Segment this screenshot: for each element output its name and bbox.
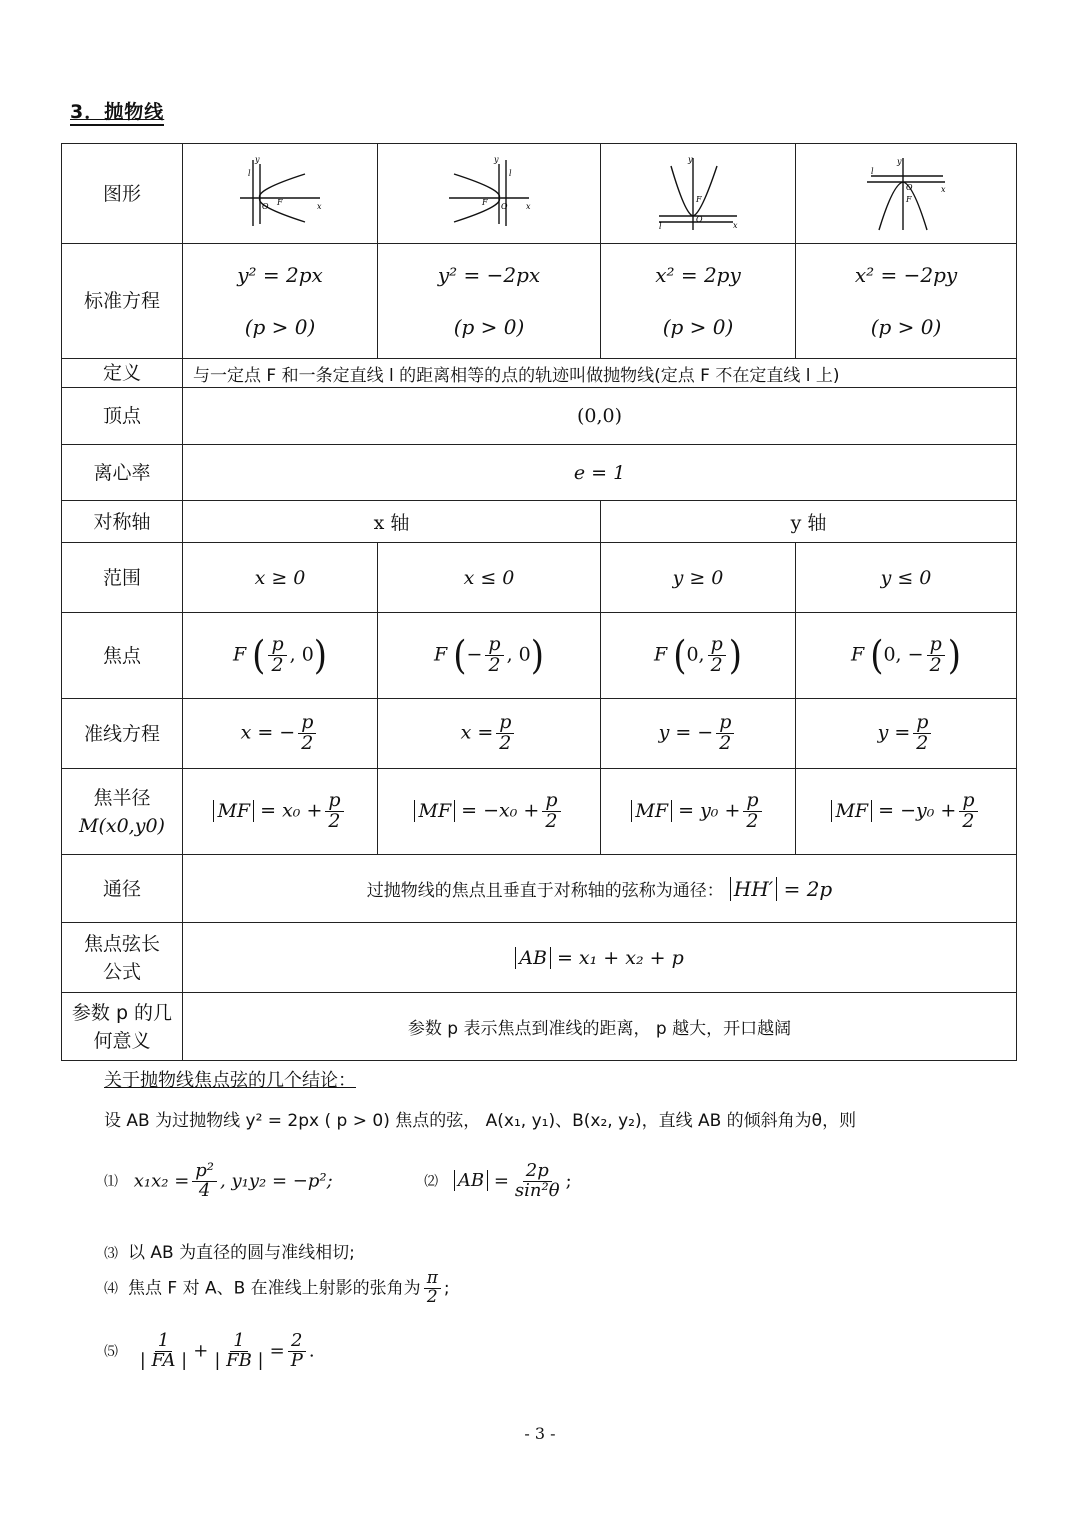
row-definition [62,359,1017,388]
row-graph [62,144,1017,244]
graph-o-label: O [906,182,913,192]
definition-text: 与一定点 F 和一条定直线 l 的距离相等的点的轨迹叫做抛物线(定点 F 不在定直线 l 上) [183,359,1017,388]
label-param: 参数 p 的几 何意义 [62,993,183,1061]
section-heading: 3．抛物线 [70,97,164,126]
directrix-cell: x = − $\frac{p}{2}$ [183,699,378,769]
label-range: 范围 [62,543,183,613]
chord-cell: AB = x₁ + x₂ + p [183,923,1017,993]
focus-cell: F (− $\frac{p}{2}$ , 0) [378,613,601,699]
graph-o-label: O [501,201,508,211]
note-3: ⑶ 以 AB 为直径的圆与准线相切; [104,1243,355,1263]
note-4: ⑷ 焦点 F 对 A、B 在准线上射影的张角为 $\frac{\pi}{2}$ ; [104,1268,450,1307]
row-chord [62,923,1017,993]
row-directrix [62,699,1017,769]
label-chord: 焦点弦长 公式 [62,923,183,993]
graph-l-label: l [248,168,251,178]
graph-f-label: F [277,197,283,207]
graph-o-label: O [262,201,269,211]
axis-y: y 轴 [601,501,1017,543]
graph-f-label: F [696,194,702,204]
label-eccentricity: 离心率 [62,445,183,501]
note-5: ⑸ $\frac{1}{| FA |}$ + $\frac{1}{| FB |}$ = $\frac{2}{P}$ . [104,1330,315,1371]
std-eq-cell: x² = −2py (p > 0) [796,244,1017,359]
graph-x-label: x [317,201,322,211]
eccentricity-value: e = 1 [183,445,1017,501]
label-axis: 对称轴 [62,501,183,543]
focal-radius-cell: MF = x₀ + $\frac{p}{2}$ [183,769,378,855]
graph-l-label: l [509,168,512,178]
focal-radius-cell: MF = y₀ + $\frac{p}{2}$ [601,769,796,855]
param-text: 参数 p 表示焦点到准线的距离， p 越大，开口越阔 [183,993,1017,1061]
note-1: ⑴ x₁x₂ = $\frac{\text{p²}}{4}$ , y₁y₂ = −p²; ⑵ AB = $\frac{2p}{\text{sin²θ}}$ ; [104,1160,572,1201]
graph-y-label: y [688,154,693,164]
graph-down-opening [796,144,1017,244]
label-definition: 定义 [62,359,183,388]
row-eccentricity [62,445,1017,501]
range-cell: y ≤ 0 [796,543,1017,613]
notes-section [104,1066,1004,1371]
row-vertex [62,388,1017,445]
graph-x-label: x [941,184,946,194]
latus-cell: 过抛物线的焦点且垂直于对称轴的弦称为通径： HH′ = 2p [183,855,1017,923]
label-latus: 通径 [62,855,183,923]
row-focus [62,613,1017,699]
row-axis [62,501,1017,543]
graph-up-opening [601,144,796,244]
graph-x-label: x [733,220,738,230]
graph-y-label: y [255,154,260,164]
graph-y-label: y [494,154,499,164]
focus-cell: F (0, − $\frac{p}{2}$ ) [796,613,1017,699]
label-graph: 图形 [62,144,183,244]
notes-title: 关于抛物线焦点弦的几个结论： [104,1070,356,1091]
graph-l-label: l [871,166,874,176]
focus-cell: F (0, $\frac{p}{2}$ ) [601,613,796,699]
label-directrix: 准线方程 [62,699,183,769]
focal-radius-cell: MF = −y₀ + $\frac{p}{2}$ [796,769,1017,855]
graph-f-label: F [906,194,912,204]
directrix-cell: y = $\frac{p}{2}$ [796,699,1017,769]
focus-cell: F ( $\frac{p}{2}$ , 0) [183,613,378,699]
std-eq-cell: y² = 2px (p > 0) [183,244,378,359]
parabola-table [61,143,1017,1061]
row-latus [62,855,1017,923]
focal-radius-cell: MF = −x₀ + $\frac{p}{2}$ [378,769,601,855]
row-focal-radius [62,769,1017,855]
graph-o-label: O [696,214,703,224]
graph-x-label: x [526,201,531,211]
row-range [62,543,1017,613]
graph-f-label: F [482,197,488,207]
row-std-eq [62,244,1017,359]
notes-intro: 设 AB 为过抛物线 y² = 2px ( p > 0) 焦点的弦， A(x₁, y₁)、B(x₂, y₂)，直线 AB 的倾斜角为θ，则 [104,1111,857,1131]
graph-right-opening [183,144,378,244]
page-number: - 3 - [524,1424,556,1443]
label-std-eq: 标准方程 [62,244,183,359]
directrix-cell: x = $\frac{p}{2}$ [378,699,601,769]
label-vertex: 顶点 [62,388,183,445]
directrix-cell: y = − $\frac{p}{2}$ [601,699,796,769]
range-cell: x ≥ 0 [183,543,378,613]
row-param [62,993,1017,1061]
graph-l-label: l [659,221,662,231]
label-focal-radius: 焦半径 M(x0,y0) [62,769,183,855]
graph-left-opening [378,144,601,244]
range-cell: x ≤ 0 [378,543,601,613]
std-eq-cell: x² = 2py (p > 0) [601,244,796,359]
std-eq-cell: y² = −2px (p > 0) [378,244,601,359]
graph-y-label: y [897,156,902,166]
range-cell: y ≥ 0 [601,543,796,613]
label-focus: 焦点 [62,613,183,699]
axis-x: x 轴 [183,501,601,543]
vertex-value: (0,0) [183,388,1017,445]
